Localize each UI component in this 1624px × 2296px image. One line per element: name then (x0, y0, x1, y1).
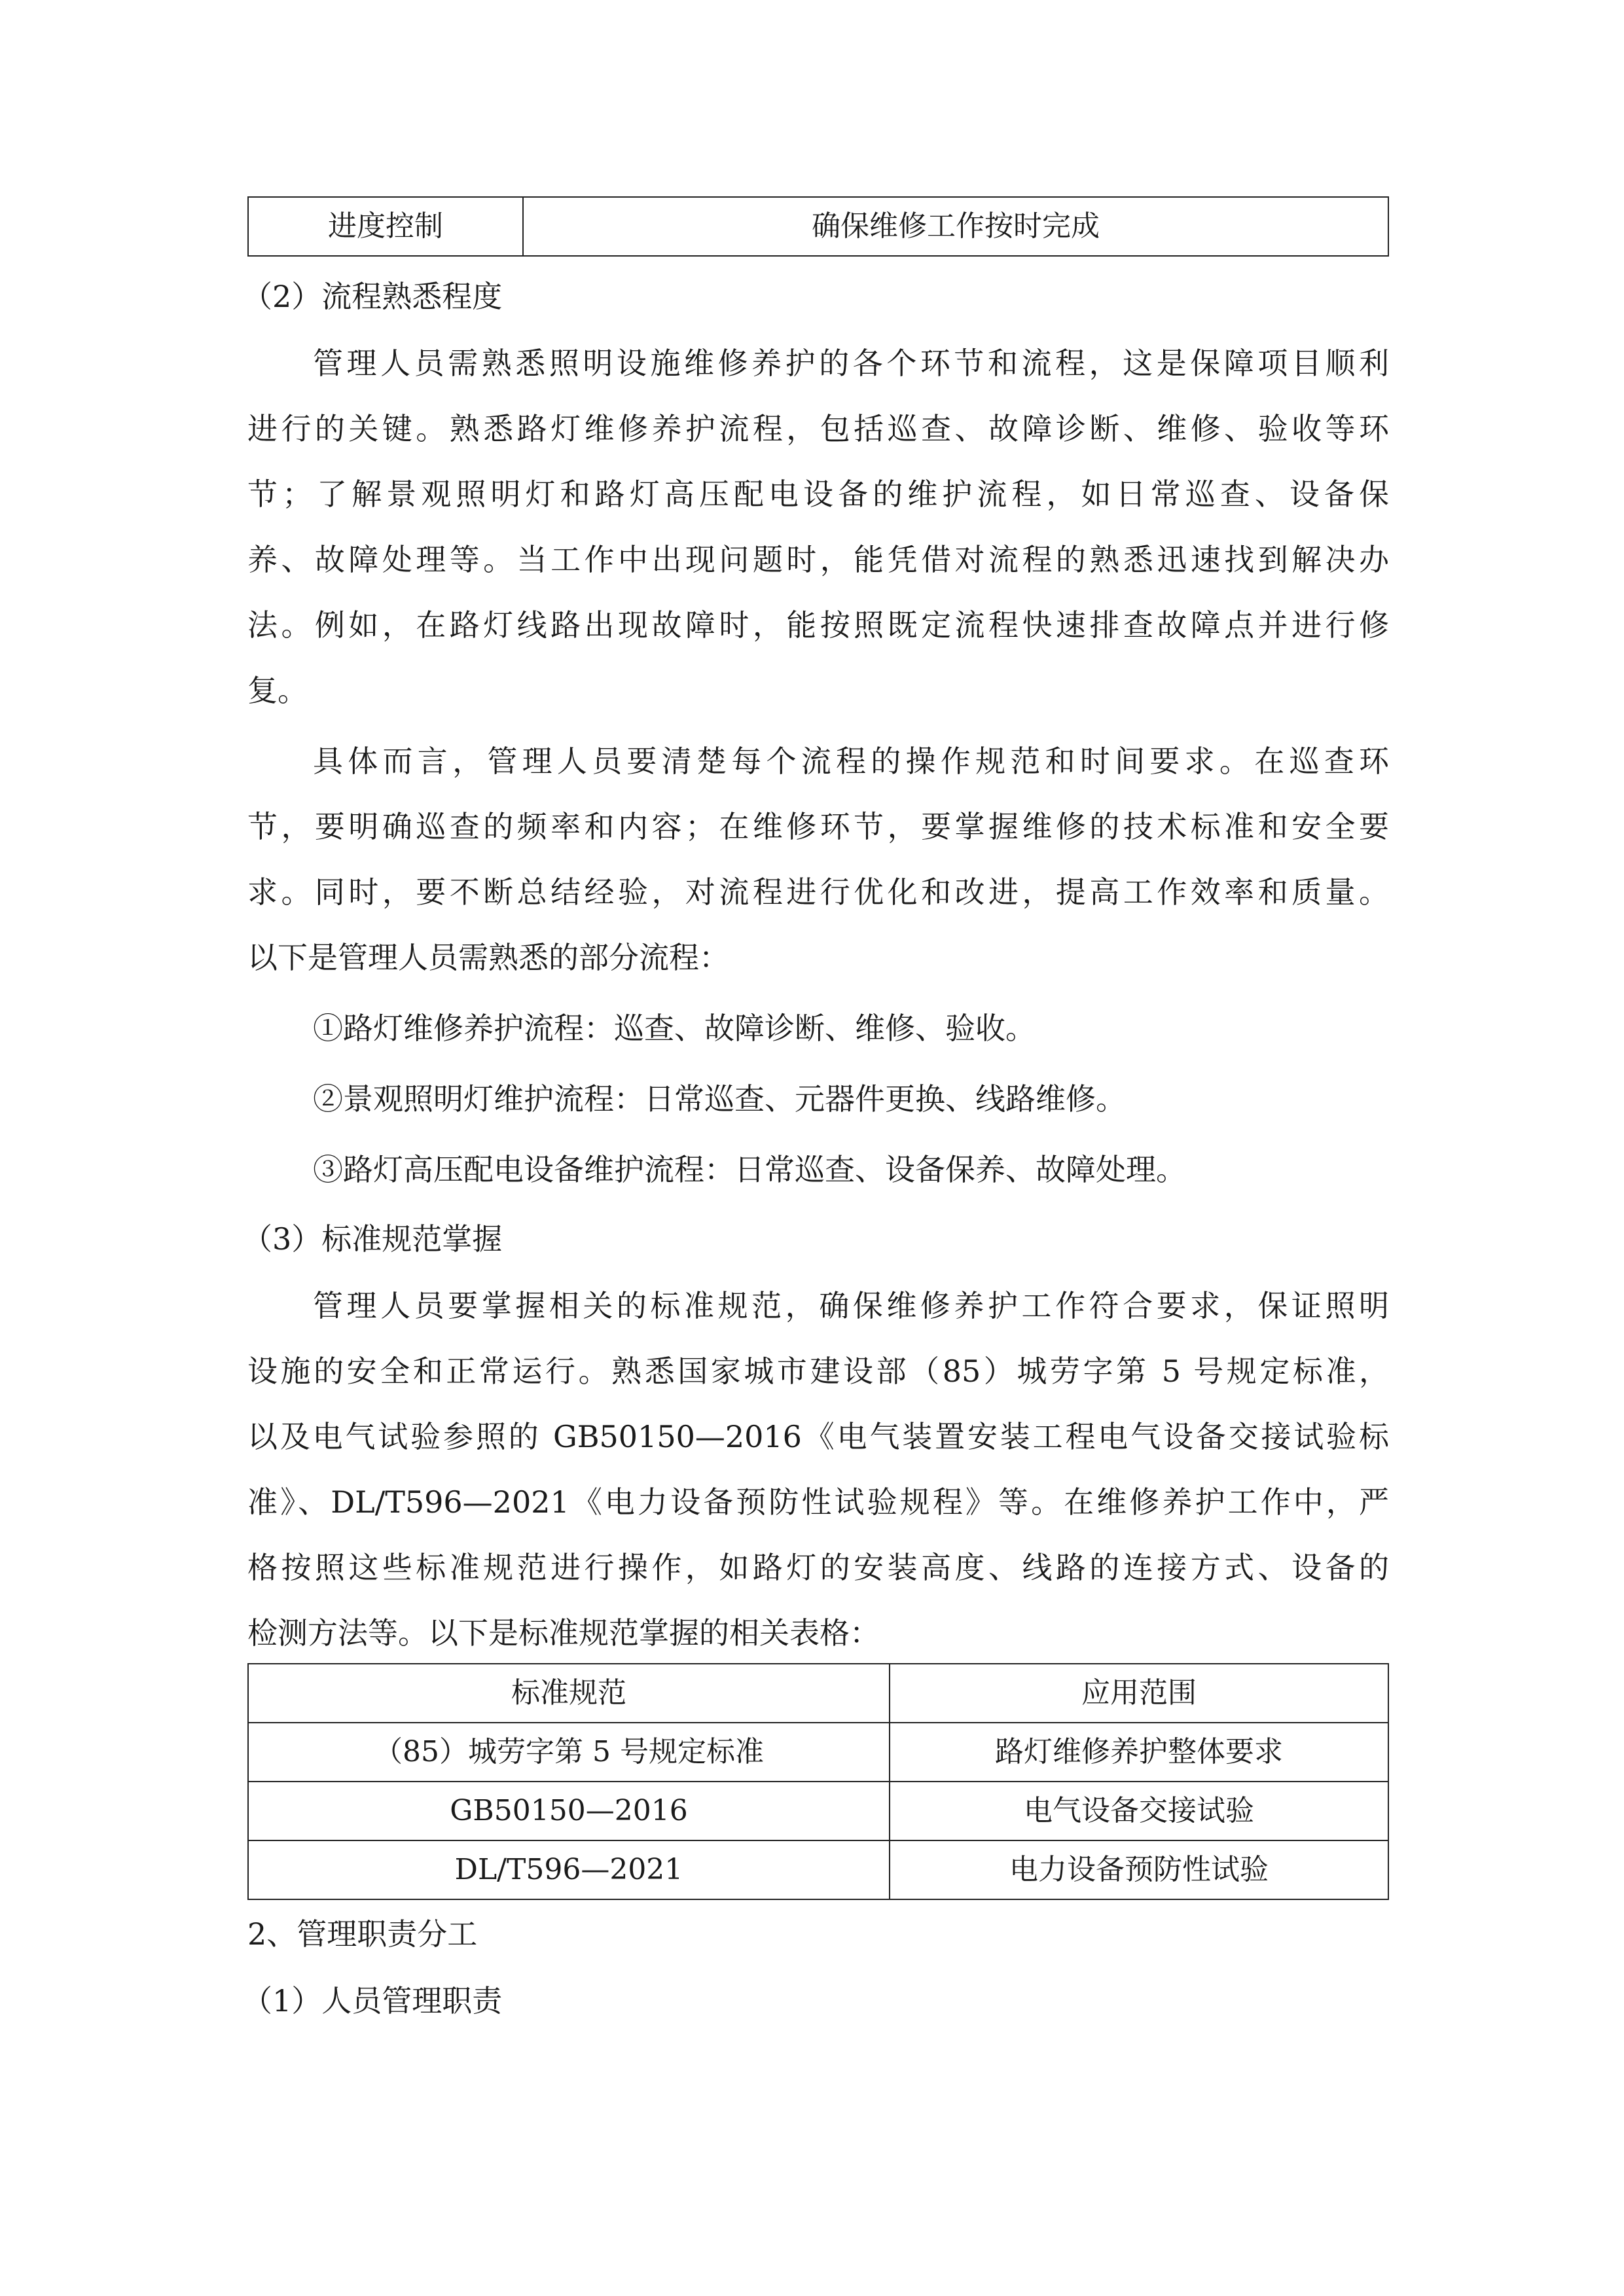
list-item: ③路灯高压配电设备维护流程：日常巡查、设备保养、故障处理。 (313, 1152, 1186, 1187)
paragraph-line: 进行的关键。熟悉路灯维修养护流程，包括巡查、故障诊断、维修、验收等环 (247, 411, 1389, 446)
paragraph-line: 格按照这些标准规范进行操作，如路灯的安装高度、线路的连接方式、设备的 (247, 1550, 1389, 1585)
paragraph-line: 具体而言，管理人员要清楚每个流程的操作规范和时间要求。在巡查环 (313, 744, 1389, 779)
paragraph-line: 以及电气试验参照的 GB50150—2016《电气装置安装工程电气设备交接试验标 (247, 1419, 1389, 1454)
paragraph-line: 准》、DL/T596—2021《电力设备预防性试验规程》等。在维修养护工作中，严 (247, 1484, 1389, 1520)
section-heading: 2、管理职责分工 (247, 1916, 478, 1952)
table-row (248, 1723, 1388, 1782)
table-cell: 进度控制 (248, 197, 523, 256)
table-row (248, 1782, 1388, 1840)
paragraph-line: 节，要明确巡查的频率和内容；在维修环节，要掌握维修的技术标准和安全要 (247, 809, 1389, 844)
section-heading: （3）标准规范掌握 (242, 1221, 503, 1257)
table-header-row (248, 1664, 1388, 1723)
paragraph-line: 以下是管理人员需熟悉的部分流程： (247, 940, 729, 975)
table-cell: GB50150—2016 (248, 1782, 890, 1840)
paragraph-line: 法。例如，在路灯线路出现故障时，能按照既定流程快速排查故障点并进行修 (247, 607, 1389, 643)
table-cell: 路灯维修养护整体要求 (890, 1723, 1388, 1782)
section-heading: （2）流程熟悉程度 (242, 279, 503, 314)
list-item: ②景观照明灯维护流程：日常巡查、元器件更换、线路维修。 (313, 1081, 1126, 1117)
table-header-cell: 应用范围 (890, 1664, 1388, 1723)
paragraph-line: 求。同时，要不断总结经验，对流程进行优化和改进，提高工作效率和质量。 (247, 874, 1389, 910)
document-page (242, 0, 1389, 2296)
table-cell: 电气设备交接试验 (890, 1782, 1388, 1840)
list-item: ①路灯维修养护流程：巡查、故障诊断、维修、验收。 (313, 1011, 1036, 1046)
table-cell: 确保维修工作按时完成 (523, 197, 1388, 256)
standards-table (247, 1663, 1389, 1900)
paragraph-line: 节；了解景观照明灯和路灯高压配电设备的维护流程，如日常巡查、设备保 (247, 476, 1389, 512)
table-cell: DL/T596—2021 (248, 1840, 890, 1899)
table-header-cell: 标准规范 (248, 1664, 890, 1723)
progress-control-table (247, 196, 1389, 257)
table-cell: 电力设备预防性试验 (890, 1840, 1388, 1899)
paragraph-line: 设施的安全和正常运行。熟悉国家城市建设部（85）城劳字第 5 号规定标准， (247, 1354, 1389, 1389)
paragraph-line: 管理人员需熟悉照明设施维修养护的各个环节和流程，这是保障项目顺利 (313, 346, 1389, 381)
table-row (248, 1840, 1388, 1899)
paragraph-line: 管理人员要掌握相关的标准规范，确保维修养护工作符合要求，保证照明 (313, 1288, 1389, 1323)
paragraph-line: 养、故障处理等。当工作中出现问题时，能凭借对流程的熟悉迅速找到解决办 (247, 542, 1389, 577)
paragraph-line: 检测方法等。以下是标准规范掌握的相关表格： (247, 1615, 880, 1651)
table-row (248, 197, 1388, 256)
paragraph-line: 复。 (247, 673, 308, 708)
section-heading: （1）人员管理职责 (242, 1983, 503, 2018)
table-cell: （85）城劳字第 5 号规定标准 (248, 1723, 890, 1782)
